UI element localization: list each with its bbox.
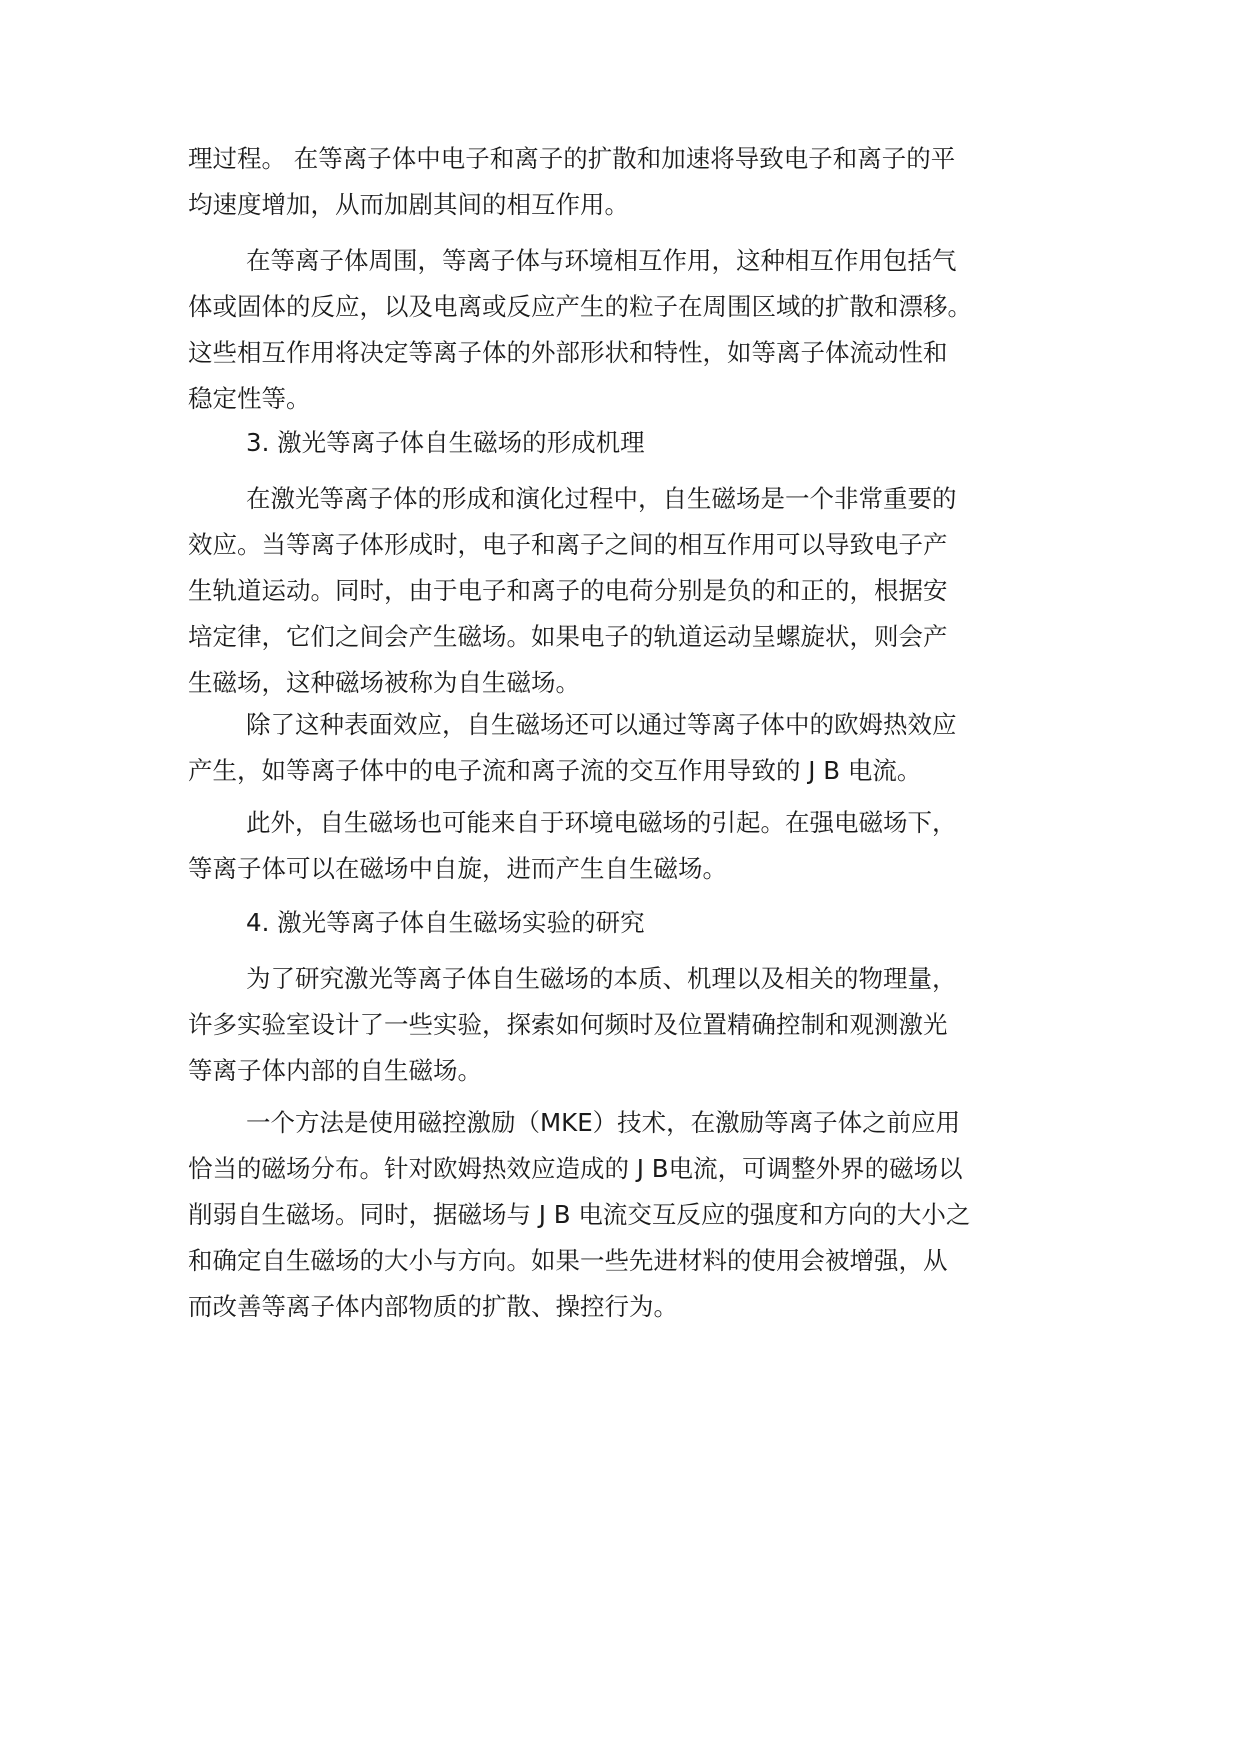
text-line: 理过程。 在等离子体中电子和离子的扩散和加速将导致电子和离子的平 bbox=[188, 144, 956, 173]
paragraph-plasma-environment bbox=[188, 238, 1068, 422]
text-line: 产生，如等离子体中的电子流和离子流的交互作用导致的 J B 电流。 bbox=[188, 756, 922, 785]
paragraph-mke-method bbox=[188, 1100, 1068, 1330]
text-line: 在等离子体周围，等离子体与环境相互作用，这种相互作用包括气 bbox=[246, 246, 957, 275]
text-line: 体或固体的反应，以及电离或反应产生的粒子在周围区域的扩散和漂移。 bbox=[188, 292, 972, 321]
text-line: 而改善等离子体内部物质的扩散、操控行为。 bbox=[188, 1292, 678, 1321]
text-line: 这些相互作用将决定等离子体的外部形状和特性，如等离子体流动性和 bbox=[188, 338, 948, 367]
section-heading-4 bbox=[188, 900, 1068, 946]
text-line: 效应。当等离子体形成时，电子和离子之间的相互作用可以导致电子产 bbox=[188, 530, 948, 559]
section-heading-3 bbox=[188, 420, 1068, 466]
text-line: 生轨道运动。同时，由于电子和离子的电荷分别是负的和正的，根据安 bbox=[188, 576, 948, 605]
text-line: 培定律，它们之间会产生磁场。如果电子的轨道运动呈螺旋状，则会产 bbox=[188, 622, 948, 651]
text-line: 生磁场，这种磁场被称为自生磁场。 bbox=[188, 668, 580, 697]
text-line: 在激光等离子体的形成和演化过程中，自生磁场是一个非常重要的 bbox=[246, 484, 957, 513]
text-line: 许多实验室设计了一些实验，探索如何频时及位置精确控制和观测激光 bbox=[188, 1010, 948, 1039]
text-line: 和确定自生磁场的大小与方向。如果一些先进材料的使用会被增强，从 bbox=[188, 1246, 948, 1275]
paragraph-continuation bbox=[188, 136, 1068, 228]
text-line: 除了这种表面效应，自生磁场还可以通过等离子体中的欧姆热效应 bbox=[246, 710, 957, 739]
text-line: 均速度增加，从而加剧其间的相互作用。 bbox=[188, 190, 629, 219]
heading-text: 3. 激光等离子体自生磁场的形成机理 bbox=[246, 428, 645, 457]
text-line: 此外，自生磁场也可能来自于环境电磁场的引起。在强电磁场下， bbox=[246, 808, 957, 837]
paragraph-experiment-research bbox=[188, 956, 1068, 1094]
text-line: 恰当的磁场分布。针对欧姆热效应造成的 J B电流，可调整外界的磁场以 bbox=[188, 1154, 963, 1183]
heading-text: 4. 激光等离子体自生磁场实验的研究 bbox=[246, 908, 645, 937]
paragraph-environment-field bbox=[188, 800, 1068, 892]
text-line: 削弱自生磁场。同时，据磁场与 J B 电流交互反应的强度和方向的大小之 bbox=[188, 1200, 971, 1229]
text-line: 稳定性等。 bbox=[188, 384, 311, 413]
text-line: 为了研究激光等离子体自生磁场的本质、机理以及相关的物理量， bbox=[246, 964, 957, 993]
text-line: 一个方法是使用磁控激励（MKE）技术，在激励等离子体之前应用 bbox=[246, 1108, 961, 1137]
paragraph-ohmic-effect bbox=[188, 702, 1068, 794]
text-line: 等离子体可以在磁场中自旋，进而产生自生磁场。 bbox=[188, 854, 727, 883]
paragraph-formation-mechanism bbox=[188, 476, 1068, 706]
text-line: 等离子体内部的自生磁场。 bbox=[188, 1056, 482, 1085]
